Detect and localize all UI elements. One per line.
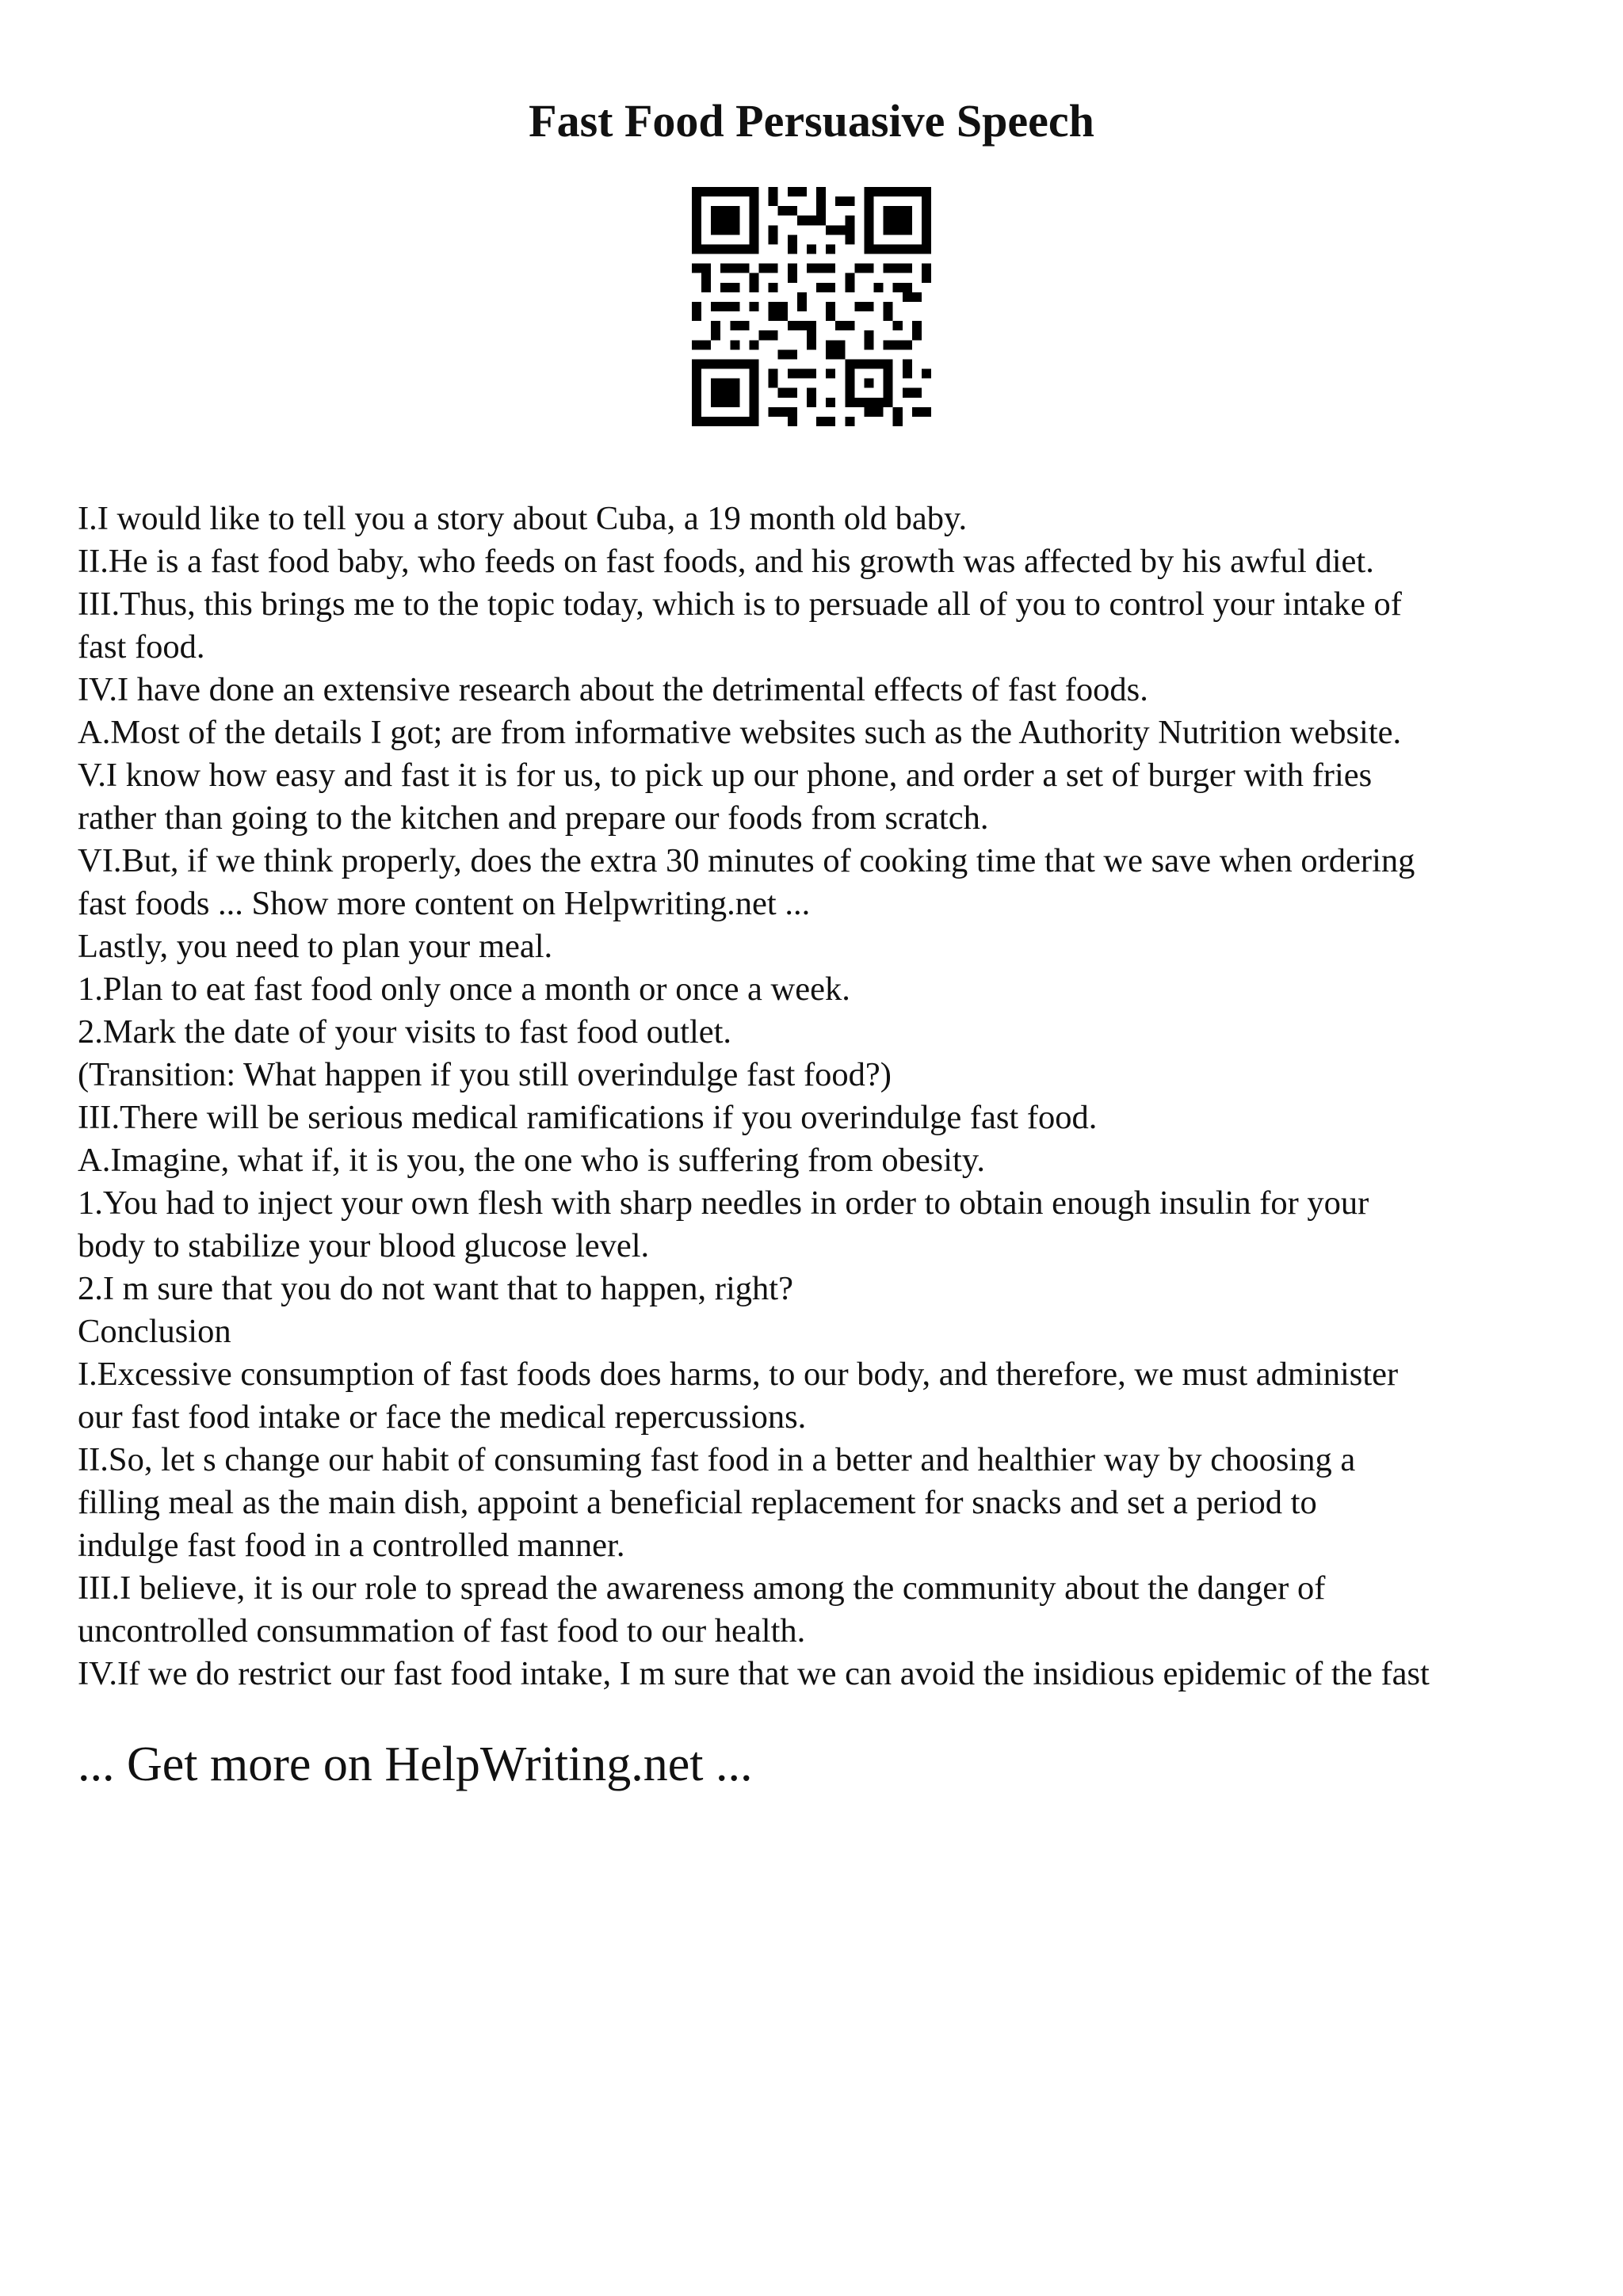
- body-line: IV.If we do restrict our fast food intake, I m sure that we can avoid the insidious epidemic of the fast: [78, 1655, 1430, 1692]
- body-line: A.Imagine, what if, it is you, the one who is suffering from obesity.: [78, 1142, 985, 1179]
- body-line: (Transition: What happen if you still overindulge fast food?): [78, 1056, 892, 1093]
- body-line: I.Excessive consumption of fast foods does harms, to our body, and therefore, we must administer: [78, 1356, 1399, 1393]
- document-title: Fast Food Persuasive Speech: [529, 95, 1094, 147]
- body-line: III.Thus, this brings me to the topic today, which is to persuade all of you to control your intake of: [78, 585, 1402, 623]
- speech-body: [78, 498, 1583, 1695]
- body-line: I.I would like to tell you a story about Cuba, a 19 month old baby.: [78, 500, 968, 537]
- body-line: 2.I m sure that you do not want that to happen, right?: [78, 1270, 793, 1307]
- qr-code-image: [692, 187, 931, 426]
- body-line: III.There will be serious medical ramifications if you overindulge fast food.: [78, 1099, 1098, 1136]
- body-line: 2.Mark the date of your visits to fast food outlet.: [78, 1013, 732, 1051]
- body-line: our fast food intake or face the medical repercussions.: [78, 1398, 807, 1436]
- body-line: 1.Plan to eat fast food only once a month or once a week.: [78, 971, 850, 1008]
- body-line: II.So, let s change our habit of consuming fast food in a better and healthier way by choosing a: [78, 1441, 1356, 1478]
- body-line: III.I believe, it is our role to spread the awareness among the community about the danger of: [78, 1569, 1326, 1607]
- body-line: indulge fast food in a controlled manner.: [78, 1527, 625, 1564]
- body-line: II.He is a fast food baby, who feeds on fast foods, and his growth was affected by his awful diet.: [78, 543, 1374, 580]
- body-line: Lastly, you need to plan your meal.: [78, 928, 553, 965]
- body-line: fast foods ... Show more content on Helpwriting.net ...: [78, 885, 811, 922]
- body-line: 1.You had to inject your own flesh with sharp needles in order to obtain enough insulin for your: [78, 1184, 1369, 1222]
- body-line: V.I know how easy and fast it is for us, to pick up our phone, and order a set of burger with fries: [78, 757, 1373, 794]
- body-line: rather than going to the kitchen and prepare our foods from scratch.: [78, 799, 989, 837]
- get-more-link[interactable]: ... Get more on HelpWriting.net ...: [78, 1737, 753, 1791]
- body-line: body to stabilize your blood glucose level.: [78, 1227, 650, 1264]
- body-line: VI.But, if we think properly, does the extra 30 minutes of cooking time that we save when ordering: [78, 842, 1415, 879]
- qr-code-icon: [692, 187, 931, 426]
- body-line: fast food.: [78, 628, 205, 666]
- body-line: IV.I have done an extensive research about the detrimental effects of fast foods.: [78, 671, 1148, 708]
- body-line: uncontrolled consummation of fast food to our health.: [78, 1612, 806, 1650]
- section-heading-conclusion: Conclusion: [78, 1313, 231, 1350]
- body-line: A.Most of the details I got; are from informative websites such as the Authority Nutrition website.: [78, 714, 1402, 751]
- body-line: filling meal as the main dish, appoint a beneficial replacement for snacks and set a period to: [78, 1484, 1317, 1521]
